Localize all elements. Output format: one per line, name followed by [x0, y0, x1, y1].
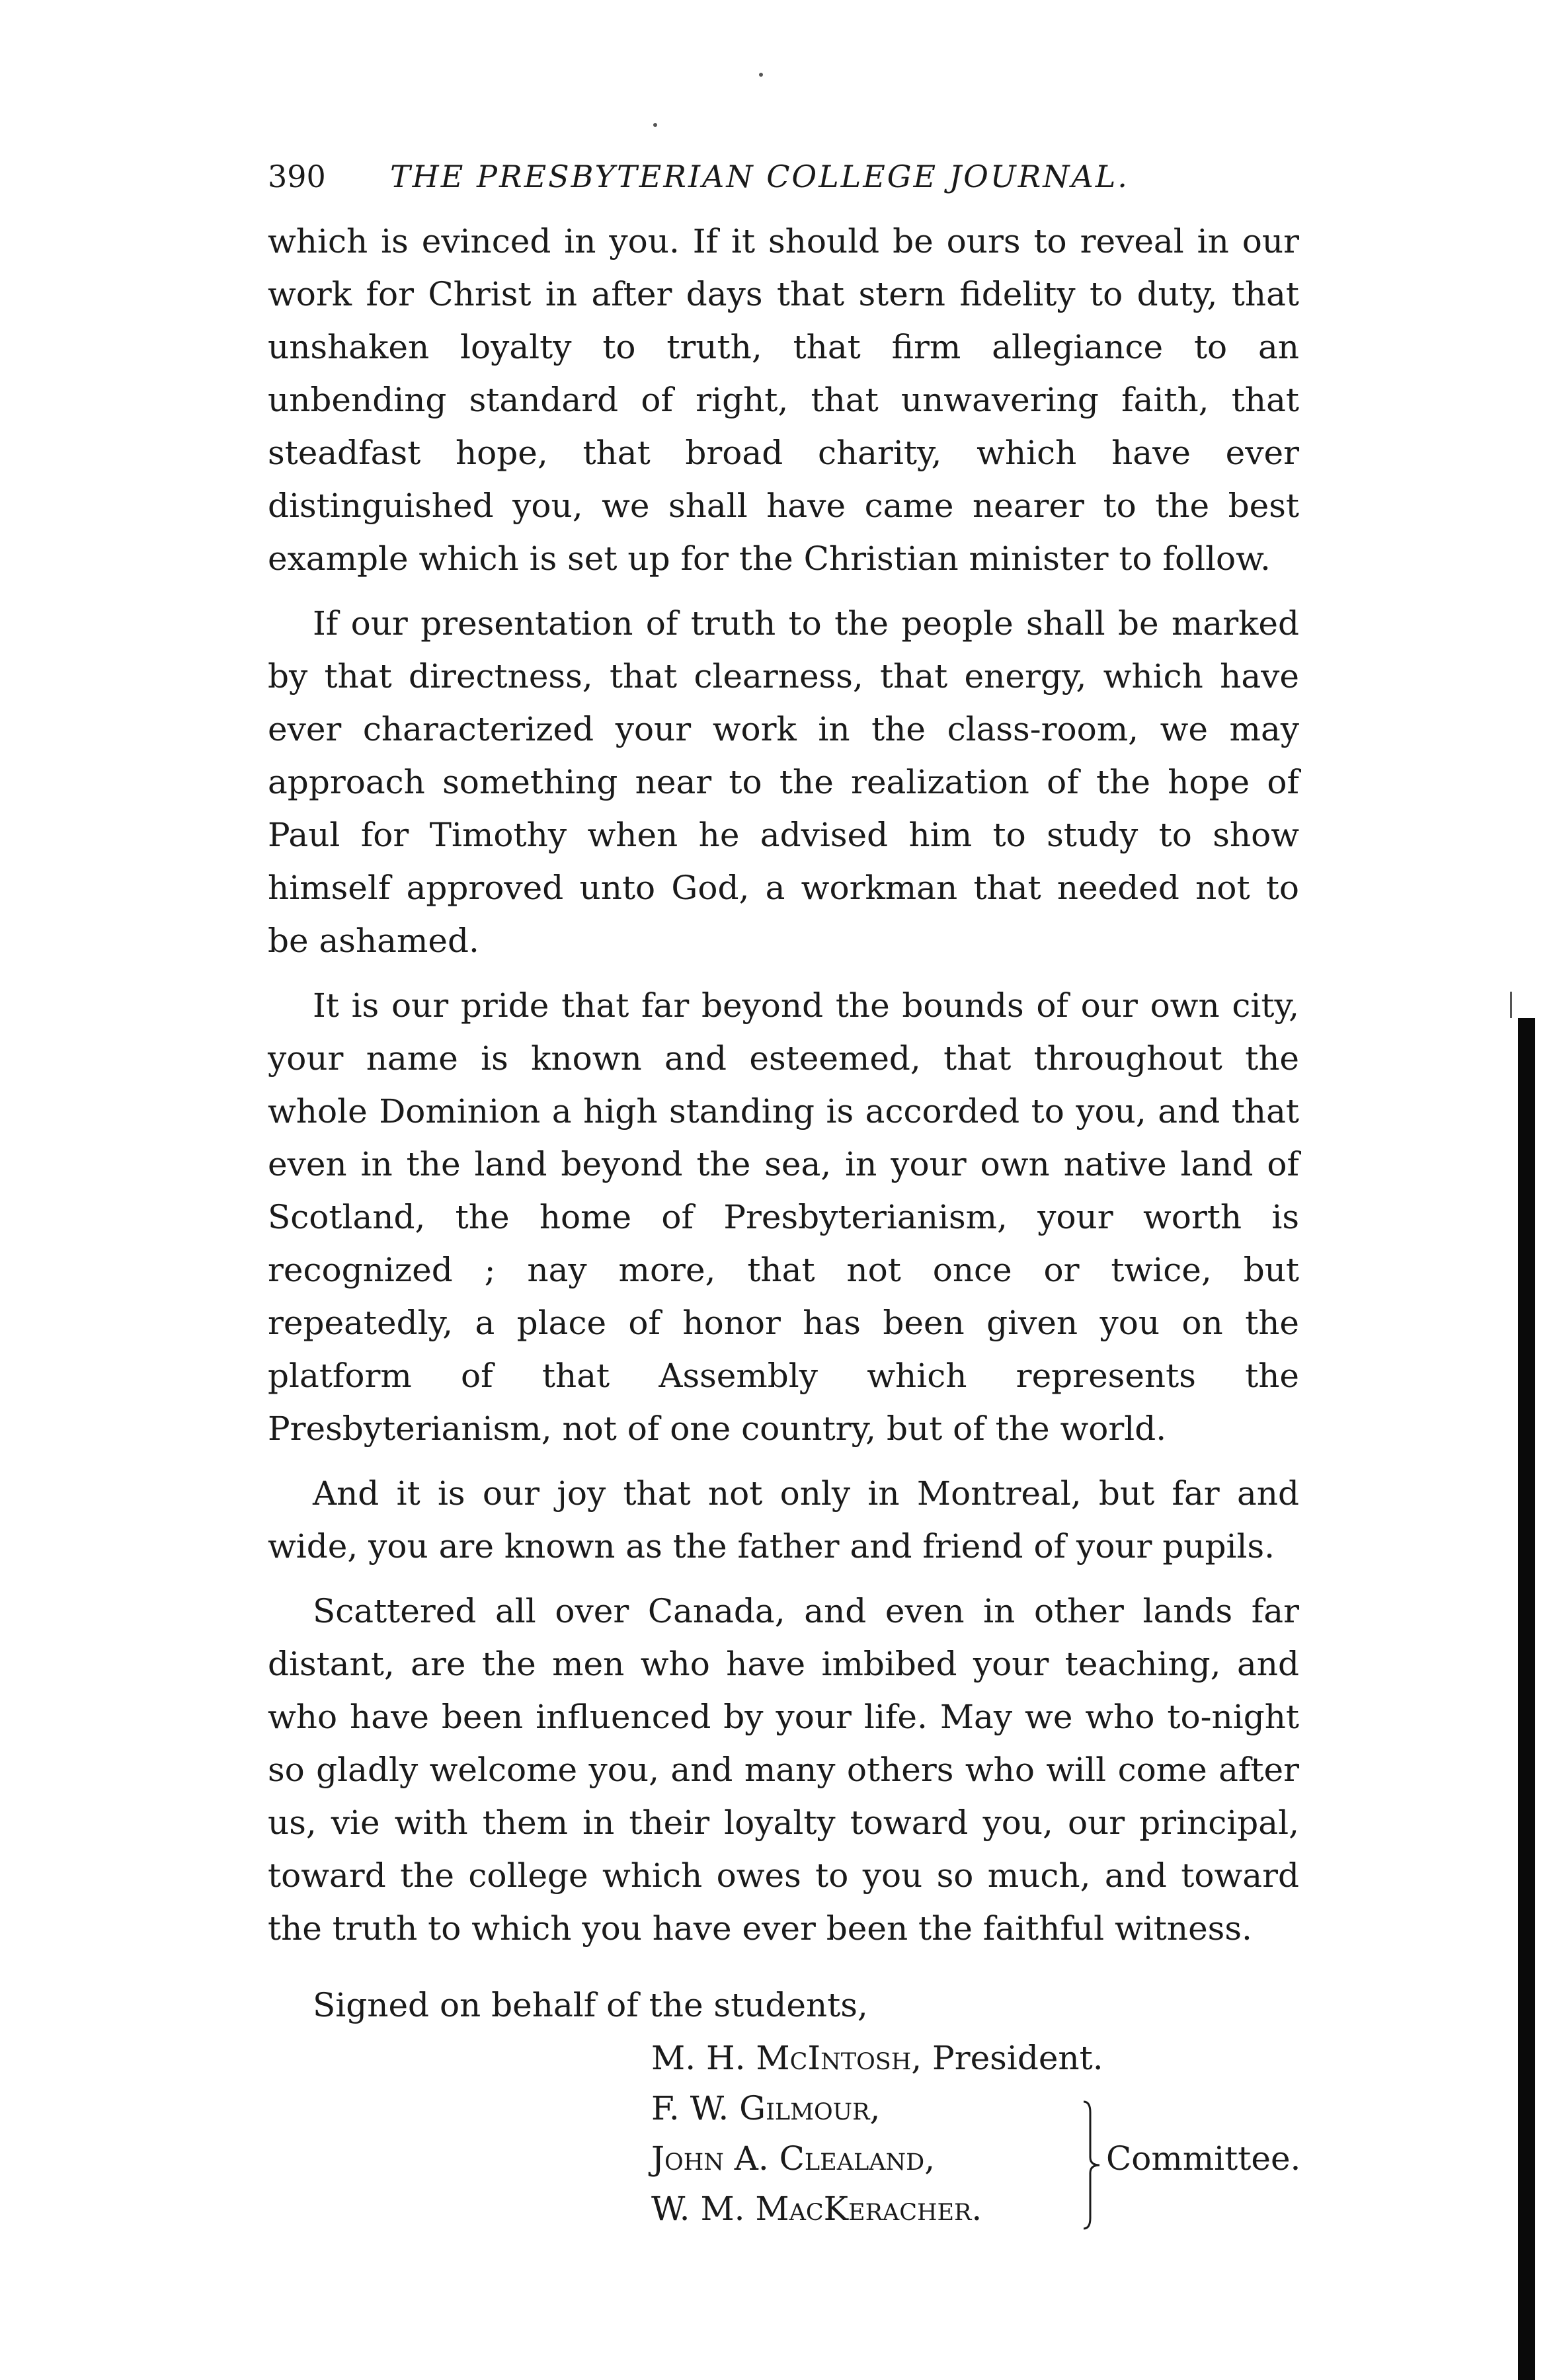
signoff-line: Signed on behalf of the students,	[313, 1986, 868, 2024]
committee-member: John A. Clealand,	[651, 2139, 936, 2178]
paragraph: It is our pride that far beyond the bounds of our own city, your name is known and esteemed, that throughout the whole Dominion a high standing is accorded to you, and that even in the land beyond the sea, in your own native land of Scotland, the home of Presbyterianism, your worth is recognized ; nay more, that not once or twice, but repeatedly, a place of honor has been given you on the platform of that Assembly which represents the Presbyterianism, not of one country, but of the world.	[268, 986, 1299, 1448]
president-signature	[651, 2033, 1299, 2083]
scan-edge-tick	[1510, 992, 1512, 1018]
committee-group	[651, 2083, 1299, 2234]
committee-member: W. M. MacKeracher.	[651, 2190, 982, 2228]
page-number: 390	[268, 159, 326, 194]
running-title: THE PRESBYTERIAN COLLEGE JOURNAL.	[390, 159, 1129, 194]
scan-speck	[653, 123, 657, 127]
committee-member: F. W. Gilmour,	[651, 2089, 881, 2127]
scan-speck	[759, 73, 763, 77]
paragraph: Scattered all over Canada, and even in other lands far distant, are the men who have imbibed your teaching, and who have been influenced by your life. May we who to-night so gladly welcome you, and many others who will come after us, vie with them in their loyalty toward you, our principal, toward the college which owes to you so much, and toward the truth to which you have ever been the faithful witness.	[268, 1592, 1299, 1948]
scan-edge-bar	[1518, 1018, 1535, 2380]
committee-label: Committee.	[1106, 2139, 1301, 2178]
president-title: , President.	[911, 2039, 1103, 2077]
paragraph: which is evinced in you. If it should be ours to reveal in our work for Christ in after days that stern fidelity to duty, that unshaken loyalty to truth, that firm allegiance to an unbending standard of right, that unwavering faith, that steadfast hope, that broad charity, which have ever distinguished you, we shall have came nearer to the best example which is set up for the Christian minister to follow.	[268, 222, 1299, 578]
president-name: M. H. McIntosh	[651, 2039, 912, 2077]
paragraph: If our presentation of truth to the people shall be marked by that directness, that clearness, that energy, which have ever characterized your work in the class-room, we may approach something near to the realization of the hope of Paul for Timothy when he advised him to study to show himself approved unto God, a workman that needed not to be ashamed.	[268, 604, 1299, 960]
signature-block	[651, 2033, 1299, 2234]
page-header	[268, 153, 1299, 200]
paragraph: And it is our joy that not only in Montreal, but far and wide, you are known as the father and friend of your pupils.	[268, 1474, 1299, 1566]
committee-brace	[1081, 2099, 1105, 2231]
article-body	[268, 215, 1299, 2234]
